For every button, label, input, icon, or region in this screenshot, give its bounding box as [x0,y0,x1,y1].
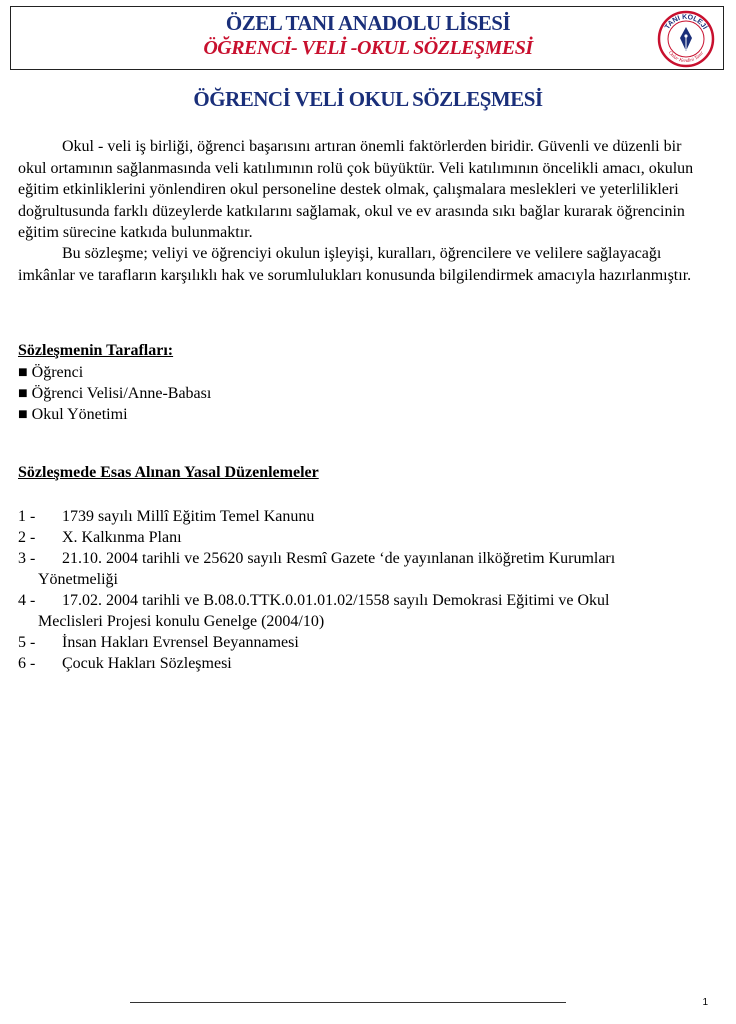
legal-item-number: 5 - [18,634,36,651]
legal-item [18,548,698,590]
footer-rule [130,1002,566,1003]
school-logo [657,10,715,68]
logo-text-top: TANI KOLEJİ [664,13,709,31]
party-item: ■ Okul Yönetimi [18,406,128,423]
legal-item [18,653,698,674]
legal-item-number: 2 - [18,529,36,546]
legal-item-text: 21.10. 2004 tarihli ve 25620 sayılı Resmî Gazete ‘de yayınlanan ilköğretim Kurumları [62,550,616,567]
header-box [10,6,724,70]
legal-item-number: 4 - [18,592,36,609]
legal-heading: Sözleşmede Esas Alınan Yasal Düzenlemeler [18,464,319,481]
legal-item-text: 17.02. 2004 tarihli ve B.08.0.TTK.0.01.01.02/1558 sayılı Demokrasi Eğitimi ve Okul [62,592,610,609]
legal-item [18,506,698,527]
legal-item-number: 3 - [18,550,36,567]
page-number: 1 [702,997,708,1008]
party-item: ■ Öğrenci [18,364,84,381]
legal-item [18,527,698,548]
purpose-paragraph: Bu sözleşme; veliyi ve öğrenciyi okulun işleyişi, kuralları, öğrencilere ve velilere sağlayacağı imkânlar ve tarafların karşılıklı hak ve sorumlulukları konusunda bilgilendirmek amacıyla hazırlanmıştır. [18,245,692,284]
legal-item-number: 6 - [18,655,36,672]
legal-item [18,632,698,653]
legal-item-text: 1739 sayılı Millî Eğitim Temel Kanunu [62,508,315,525]
header-subtitle: ÖĞRENCİ- VELİ -OKUL SÖZLEŞMESİ [203,37,533,59]
legal-item [18,590,698,632]
school-name: ÖZEL TANI ANADOLU LİSESİ [225,11,511,35]
legal-item-continuation: Meclisleri Projesi konulu Genelge (2004/10) [38,613,325,630]
legal-item-text: X. Kalkınma Planı [62,529,182,546]
party-item: ■ Öğrenci Velisi/Anne-Babası [18,385,212,402]
document-title: ÖĞRENCİ VELİ OKUL SÖZLEŞMESİ [193,87,543,111]
logo-text-bottom: Onlar Kendini Tanır [666,50,706,65]
legal-item-continuation: Yönetmeliği [38,571,118,588]
parties-heading: Sözleşmenin Tarafları: [18,342,174,359]
legal-item-number: 1 - [18,508,36,525]
legal-item-text: Çocuk Hakları Sözleşmesi [62,655,232,672]
legal-item-text: İnsan Hakları Evrensel Beyannamesi [62,634,299,651]
intro-paragraph: Okul - veli iş birliği, öğrenci başarısını artıran önemli faktörlerden biridir. Güvenli ve düzenli bir okul ortamının sağlanmasında veli katılımının rolü çok büyüktür. Veli katılımının öncelikli amacı, okulun eğitim etkinliklerini yönlendiren okul personeline destek olmak, çalışmalara meslekleri ve yeterlilikleri doğrultusunda farklı düzeylerde katkılarını sağlamak, okul ve ev arasında sıkı bağlar kurarak öğrencinin eğitim sürecine katkıda bulunmaktır. [18,138,694,241]
